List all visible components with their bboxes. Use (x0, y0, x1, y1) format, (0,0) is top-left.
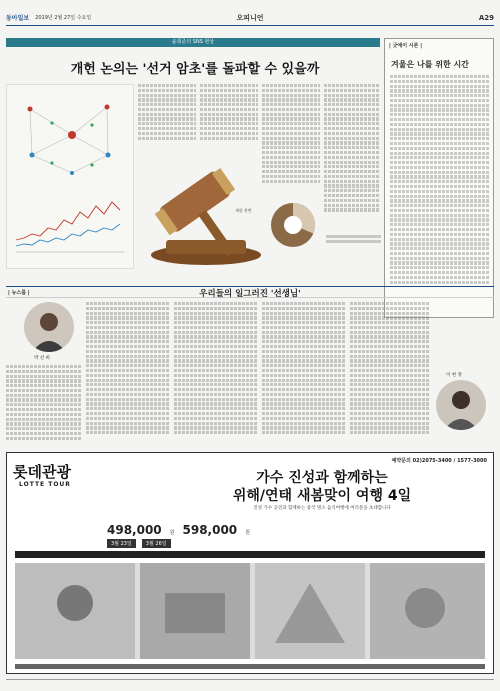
article-body-col3 (262, 84, 320, 198)
pie-chart (268, 200, 318, 250)
byline-left: 박 선 희 (34, 356, 50, 361)
newspaper-logo: 동아일보 (6, 15, 30, 22)
ad-brand: 롯데관광 (13, 463, 71, 481)
ad-date-1: 3월 23일 (107, 539, 136, 548)
author-photo-left (24, 302, 74, 352)
ad-dates (107, 539, 487, 548)
ad-title-line2: 위해/연태 새봄맞이 여행 4일 (232, 488, 412, 504)
page-number: A29 (478, 13, 494, 22)
column-banner: 윤희준의 SNS 현상 (6, 38, 380, 47)
newsroom-label: | 뉴스룸 | (8, 290, 30, 296)
ad-price-1: 498,000 (107, 523, 162, 537)
right-opinion-column (384, 38, 494, 318)
ad-brand-en: LOTTE TOUR (19, 481, 71, 488)
issue-date: 2019년 2월 27일 수요일 (35, 15, 92, 21)
newsroom-col4 (262, 302, 346, 447)
ad-title-line1: 가수 진성과 함께하는 (256, 470, 388, 486)
section-title: 오피니언 (236, 13, 264, 22)
column-tag: | 굿에이 시론 | (389, 43, 423, 49)
byline-right: 이 현 정 (446, 373, 462, 378)
ad-date-2: 3월 26일 (142, 539, 171, 548)
newsroom-header (6, 286, 494, 298)
trend-chart (12, 190, 128, 260)
network-graph (12, 95, 127, 180)
article-body-col1 (138, 84, 196, 148)
newsroom-col3 (174, 302, 258, 447)
article-body-col4 (324, 84, 380, 232)
ad-price-2: 598,000 (182, 523, 238, 537)
page-footer (6, 679, 494, 685)
ad-info-bar (15, 551, 485, 558)
ad-footer-bar (15, 664, 485, 669)
ad-photo-collage (15, 563, 485, 659)
main-headline: 개헌 논의는 '선거 암초'를 돌파할 수 있을까 (70, 62, 320, 77)
author-photo-right (436, 380, 486, 430)
column-body (390, 75, 490, 313)
author-note (326, 235, 381, 243)
page-header (6, 10, 494, 26)
article-body-col2 (200, 84, 258, 148)
ad-price-unit-2: 원 (245, 530, 250, 536)
newsroom-title: 우리들의 일그러진 '선생님' (199, 289, 301, 299)
ad-price-row (107, 523, 487, 537)
ad-subtitle: 진성 가수 공연과 함께하는 중국 명소 음식여행에 여러분을 초대합니다 (253, 506, 391, 511)
newsroom-col1 (6, 365, 81, 447)
pie-caption: 개헌 찬반 (235, 208, 252, 213)
newsroom-col5 (350, 302, 430, 447)
column-headline: 겨울은 나를 위한 시간 (391, 59, 469, 69)
advertisement (6, 452, 494, 674)
ad-reservation-phone: 예약문의 02)2075-3400 / 1577-3000 (391, 458, 487, 464)
newsroom-col2 (86, 302, 170, 447)
ad-price-unit-1: 원 (169, 530, 175, 536)
